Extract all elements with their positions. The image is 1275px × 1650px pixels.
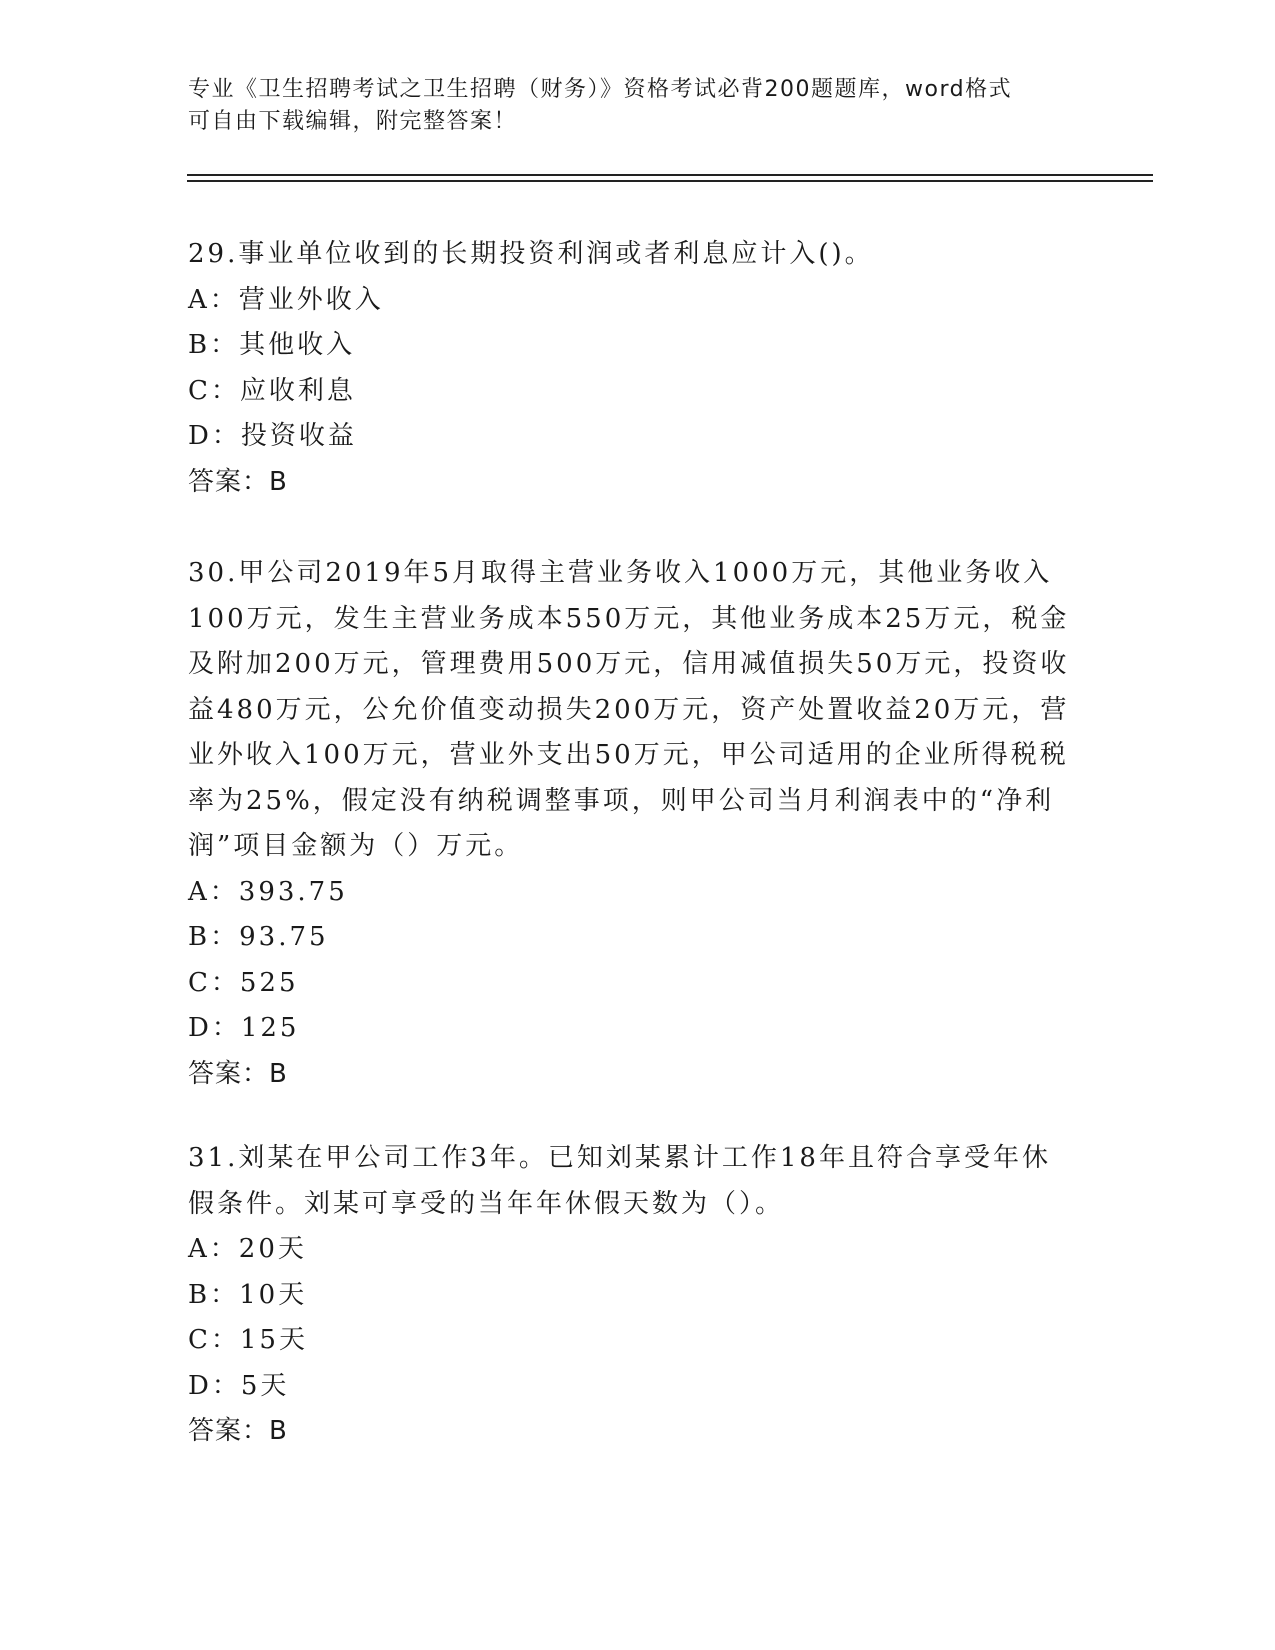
option-c: C：应收利息 xyxy=(188,375,356,406)
question-stem-line: 假条件。刘某可享受的当年年休假天数为（）。 xyxy=(188,1188,785,1219)
header-divider-bottom xyxy=(187,180,1153,182)
document-header xyxy=(188,74,1088,138)
option-d: D：125 xyxy=(188,1013,300,1043)
option-a: A：营业外收入 xyxy=(188,284,384,315)
option-c: C：525 xyxy=(188,967,299,998)
header-line-1: 专业《卫生招聘考试之卫生招聘（财务）》资格考试必背200题题库，word格式 xyxy=(188,77,1013,102)
answer: 答案：B xyxy=(188,1416,288,1446)
option-c: C：15天 xyxy=(188,1325,308,1355)
option-d: D：投资收益 xyxy=(188,421,357,451)
option-b: B：93.75 xyxy=(188,922,329,952)
option-b: B：其他收入 xyxy=(188,330,356,360)
header-divider-top xyxy=(187,174,1153,176)
question-stem-line: 益480万元，公允价值变动损失200万元，资产处置收益20万元，营 xyxy=(188,694,1070,725)
question-31 xyxy=(188,1136,1078,1455)
question-29 xyxy=(188,232,1078,505)
question-stem-line: 及附加200万元，管理费用500万元，信用减值损失50万元，投资收 xyxy=(188,649,1070,679)
question-stem: 29.事业单位收到的长期投资利润或者利息应计入()。 xyxy=(188,239,874,269)
question-stem-line: 100万元，发生主营业务成本550万元，其他业务成本25万元，税金 xyxy=(188,603,1070,634)
question-stem-line: 润”项目金额为（）万元。 xyxy=(188,831,524,861)
answer: 答案：B xyxy=(188,1058,288,1089)
option-a: A：20天 xyxy=(188,1234,307,1264)
question-stem-line: 31.刘某在甲公司工作3年。已知刘某累计工作18年且符合享受年休 xyxy=(188,1143,1051,1173)
question-30 xyxy=(188,551,1078,1097)
question-stem-line: 率为25%，假定没有纳税调整事项，则甲公司当月利润表中的“净利 xyxy=(188,785,1055,816)
header-line-2: 可自由下载编辑，附完整答案！ xyxy=(188,109,518,134)
answer: 答案：B xyxy=(188,466,288,497)
question-stem-line: 30.甲公司2019年5月取得主营业务收入1000万元，其他业务收入 xyxy=(188,558,1053,588)
option-d: D：5天 xyxy=(188,1370,290,1401)
option-b: B：10天 xyxy=(188,1279,308,1310)
question-stem-line: 业外收入100万元，营业外支出50万元，甲公司适用的企业所得税税 xyxy=(188,740,1069,770)
option-a: A：393.75 xyxy=(188,876,348,907)
